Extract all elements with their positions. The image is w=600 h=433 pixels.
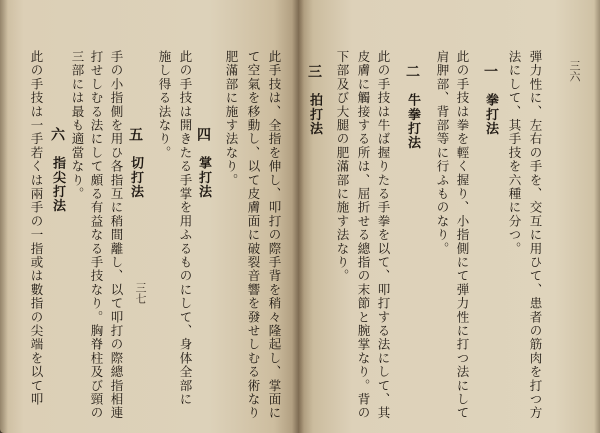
section-heading <box>404 64 420 150</box>
section-title: 拍打法 <box>307 93 322 136</box>
text-column: 打せしむる法にして頗る有益なる手技なり。胸脊柱及び頸の <box>89 50 104 420</box>
text-column: 此の手技は牛ば握りたる手拳を以て、叩打する法にして、其 <box>376 50 391 420</box>
text-column: 皮膚に觸接する所は、屈折せる總指の末節と腕掌なり。背の <box>356 50 371 420</box>
right-page-edge <box>594 0 600 433</box>
page-number-right: 三六 <box>568 60 581 82</box>
section-title: 牛拳打法 <box>405 93 420 151</box>
section-title: 拳打法 <box>483 93 498 136</box>
text-column: 肥滿部に施す法なり。 <box>224 50 239 187</box>
text-column: 法にして、其手技を六種に分つ。 <box>507 50 522 256</box>
text-column: 此手技は、全指を伸し、叩打の際手背を稍々隆起し、掌面に <box>267 50 282 420</box>
left-page-edge <box>0 0 8 433</box>
book-gutter <box>292 0 304 433</box>
text-column: て空氣を移動し、以て皮膚面に破裂音響を發せしむる術なり <box>246 50 261 420</box>
section-number: 三 <box>306 64 322 80</box>
section-number: 二 <box>404 64 420 80</box>
text-column: 手の小指側を用ひ各指互に稍間離し、以て叩打の際總指相連 <box>109 50 124 420</box>
section-heading <box>195 127 211 199</box>
section-heading <box>306 64 322 136</box>
section-number: 六 <box>49 127 65 143</box>
text-column: 肩胛部、背部等に行ふものなり。 <box>435 50 450 256</box>
section-number: 一 <box>482 64 498 80</box>
text-column: 此の手技は一手若くは兩手の一指或は數指の尖端を以て叩 <box>29 50 44 407</box>
section-title: 指尖打法 <box>50 156 65 214</box>
section-heading <box>482 64 498 136</box>
section-title: 切打法 <box>128 156 143 199</box>
section-number: 四 <box>195 127 211 143</box>
text-column: 此の手技は開きたる手掌を用ふるものにして、身体全部に <box>178 50 193 407</box>
text-column: 弾力性に、左右の手を、交互に用ひて、患者の筋肉を打つ方 <box>528 50 543 420</box>
section-title: 掌打法 <box>196 156 211 199</box>
text-column: 三部には最も適當なり。 <box>70 50 85 201</box>
text-column: 下部及び大腿の肥滿部に施す法なり。 <box>335 50 350 283</box>
section-heading <box>49 127 65 213</box>
section-heading <box>127 127 143 199</box>
text-column: 此の手技は拳を輕く握り、小指側にて弾力性に打つ法にして <box>455 50 470 420</box>
section-number: 五 <box>127 127 143 143</box>
page-number-left: 三七 <box>134 282 147 304</box>
text-column: 施し得る法なり。 <box>157 50 172 160</box>
